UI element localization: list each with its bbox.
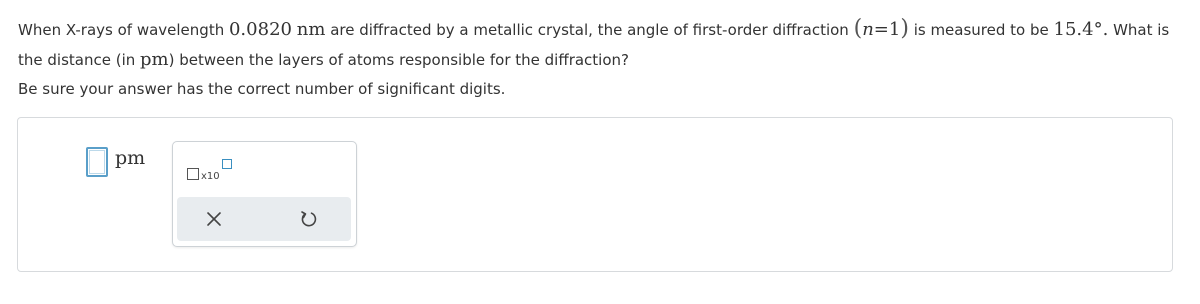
exponent-box-icon xyxy=(222,159,232,169)
math-palette xyxy=(172,141,357,247)
mantissa-box-icon xyxy=(187,168,199,180)
sci-notation-label: x10 xyxy=(201,171,220,182)
instruction-text: Be sure your answer has the correct number of significant digits. xyxy=(18,80,506,98)
wavelength-unit: nm xyxy=(296,19,326,40)
question-part5: ) between the layers of atoms responsible for the diffraction? xyxy=(168,51,629,69)
angle-value: 15.4°. xyxy=(1053,19,1109,40)
order-variable: n xyxy=(862,19,874,40)
scientific-notation-button[interactable] xyxy=(185,156,237,186)
palette-toolbar xyxy=(177,197,351,241)
undo-button[interactable] xyxy=(296,207,320,231)
question-part1: When X-rays of wavelength xyxy=(18,21,229,39)
clear-button[interactable] xyxy=(202,207,226,231)
undo-icon xyxy=(296,207,320,231)
question-text: When X-rays of wavelength 0.0820 nm are diffracted by a metallic crystal, the angle of first-order diffraction (n=1) is measured to be 15.4°. What is the distance (in pm) between the layers of atoms responsible for the diffraction? xyxy=(18,16,1170,70)
answer-unit: pm xyxy=(115,147,146,169)
answer-input[interactable] xyxy=(86,147,108,177)
question-part4: What is the distance (in xyxy=(18,21,1170,69)
wavelength-value: 0.0820 xyxy=(228,19,292,40)
order-equation: =1 xyxy=(873,19,901,40)
distance-unit: pm xyxy=(140,49,169,70)
question-part3: is measured to be xyxy=(908,21,1054,39)
question-part2: are diffracted by a metallic crystal, the angle of first-order diffraction xyxy=(325,21,854,39)
close-icon xyxy=(202,207,226,231)
